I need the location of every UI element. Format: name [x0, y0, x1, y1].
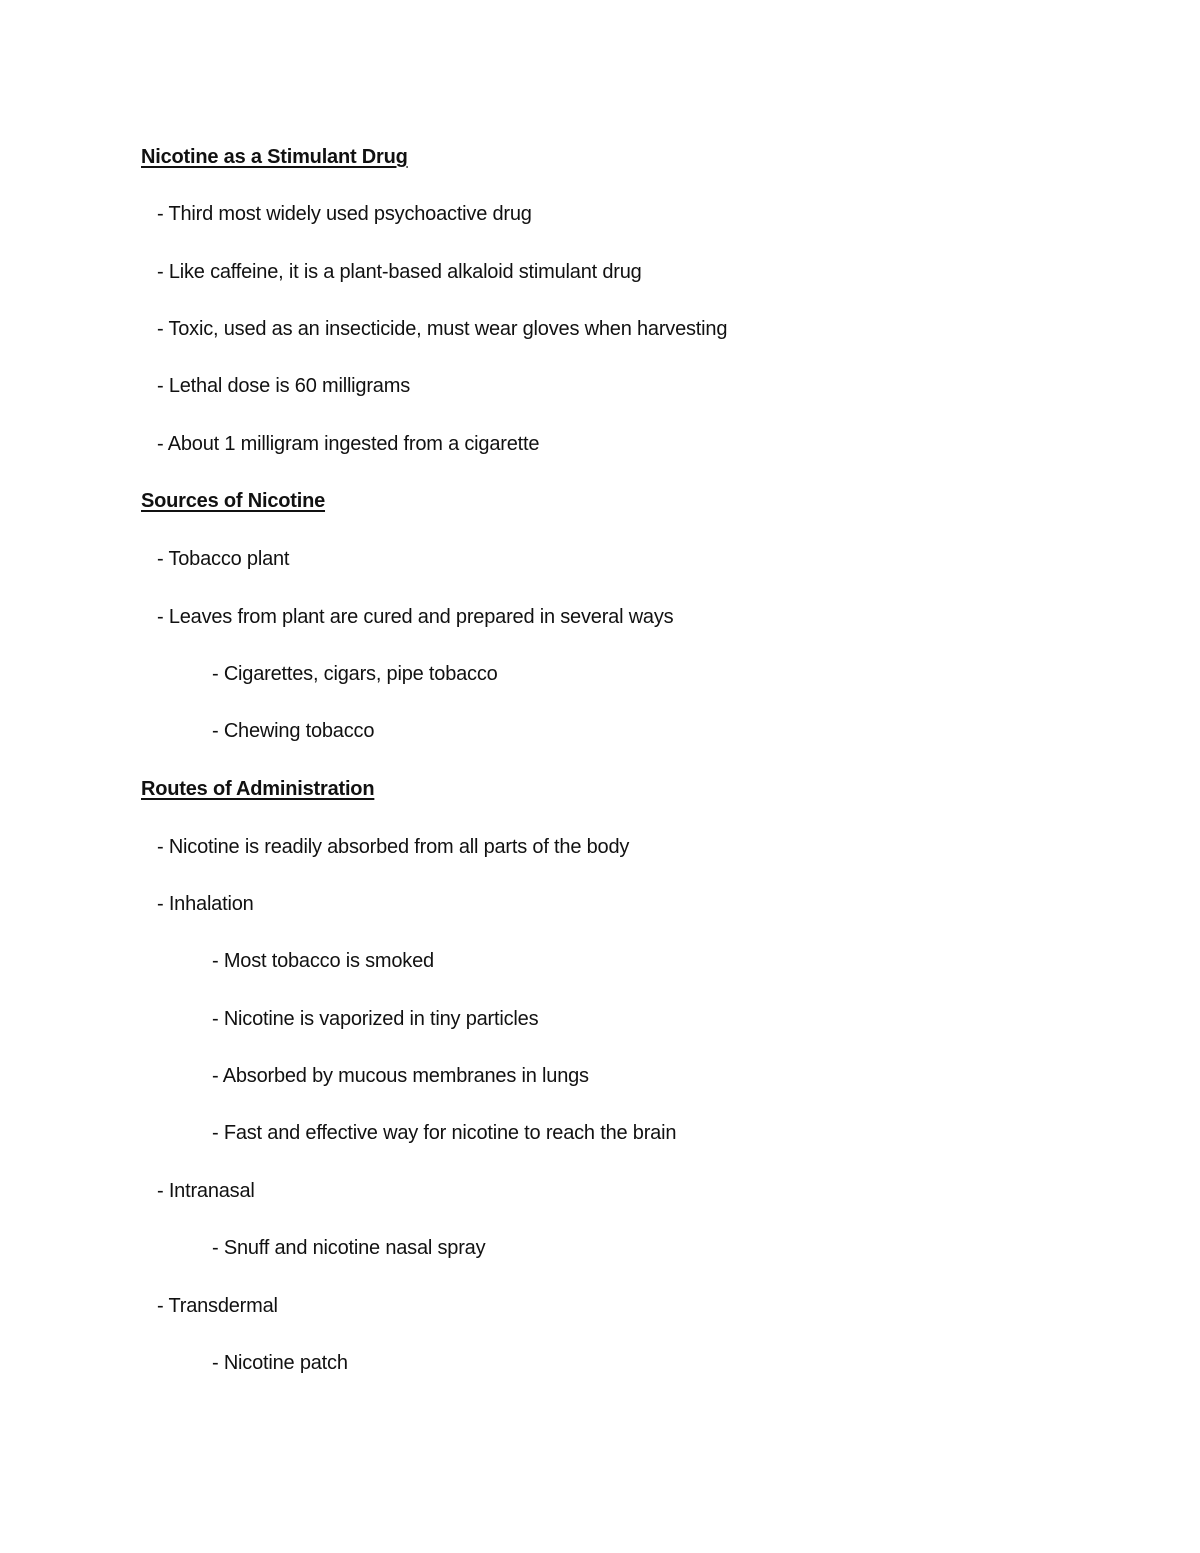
list-item: - About 1 milligram ingested from a cigarette — [157, 433, 540, 455]
sub-list-item: - Absorbed by mucous membranes in lungs — [212, 1065, 589, 1087]
list-item: - Third most widely used psychoactive drug — [157, 203, 532, 225]
list-item: - Transdermal — [157, 1295, 278, 1317]
list-item: - Tobacco plant — [157, 548, 290, 570]
sub-list-item: - Most tobacco is smoked — [212, 950, 434, 972]
section-heading: Sources of Nicotine — [141, 490, 326, 512]
list-item: - Intranasal — [157, 1180, 255, 1202]
sub-list-item: - Nicotine is vaporized in tiny particles — [212, 1008, 539, 1030]
sub-list-item: - Cigarettes, cigars, pipe tobacco — [212, 663, 498, 685]
sub-list-item: - Chewing tobacco — [212, 720, 375, 742]
list-item: - Toxic, used as an insecticide, must wear gloves when harvesting — [157, 318, 728, 340]
section-heading: Routes of Administration — [141, 778, 375, 800]
list-item: - Lethal dose is 60 milligrams — [157, 375, 410, 397]
sub-list-item: - Snuff and nicotine nasal spray — [212, 1237, 486, 1259]
list-item: - Like caffeine, it is a plant-based alkaloid stimulant drug — [157, 261, 642, 283]
section-heading: Nicotine as a Stimulant Drug — [141, 146, 408, 168]
sub-list-item: - Nicotine patch — [212, 1352, 348, 1374]
list-item: - Leaves from plant are cured and prepared in several ways — [157, 606, 674, 628]
list-item: - Nicotine is readily absorbed from all parts of the body — [157, 836, 630, 858]
list-item: - Inhalation — [157, 893, 254, 915]
sub-list-item: - Fast and effective way for nicotine to reach the brain — [212, 1122, 677, 1144]
